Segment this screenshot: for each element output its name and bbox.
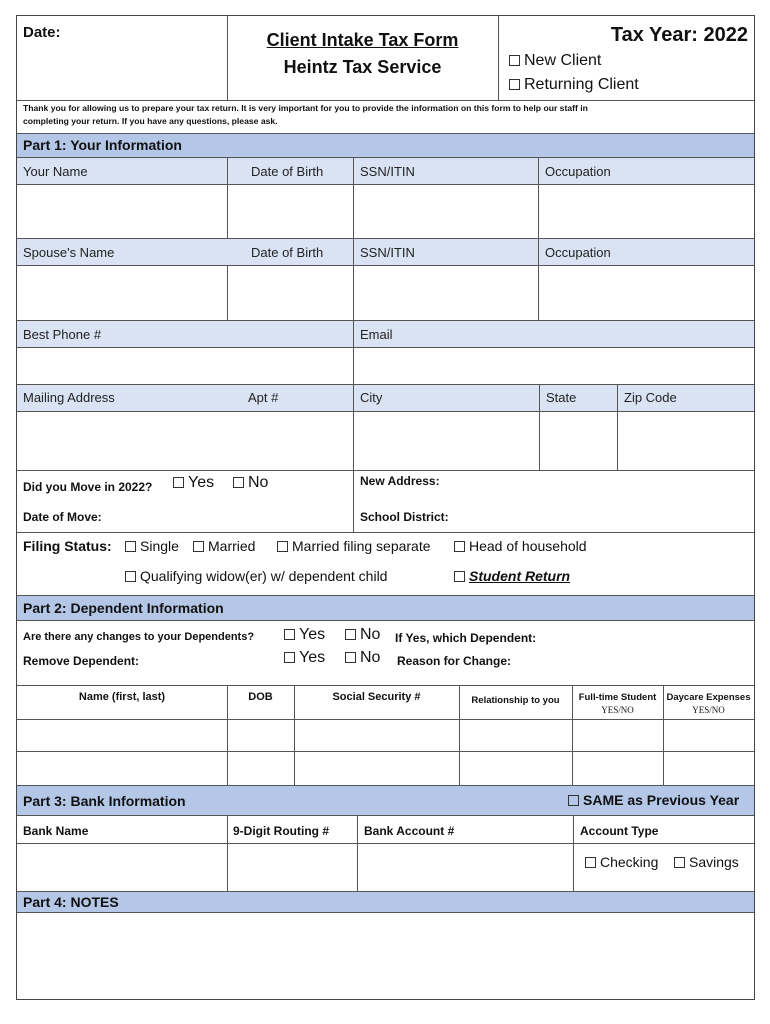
state-input[interactable] [540,412,617,469]
ssn-label: SSN/ITIN [360,164,415,179]
remove-no-label: No [360,649,381,666]
fs-qw-label: Qualifying widow(er) w/ dependent child [140,568,388,584]
returning-client-option[interactable] [509,76,639,94]
savings-label: Savings [689,854,739,870]
col-ssn: Social Security # [332,691,421,703]
moved-no-label: No [248,474,269,491]
moved-no-checkbox[interactable] [233,477,244,488]
intro-line-1: Thank you for allowing us to prepare your tax return. It is very important for you to provide the information on this form to help our staff in [23,103,588,113]
remove-yes-label: Yes [299,649,326,666]
fs-hoh-checkbox[interactable] [454,541,465,552]
dep-change-no-checkbox[interactable] [345,629,356,640]
phone-input[interactable] [17,348,353,383]
col-name: Name (first, last) [78,691,166,703]
remove-no-option[interactable] [345,649,380,667]
fs-single-label: Single [140,538,179,554]
table-row[interactable] [17,720,754,751]
fs-mfs-option[interactable] [277,538,431,554]
fs-student-checkbox[interactable] [454,571,465,582]
form-title: Client Intake Tax Form [266,30,459,50]
bank-name-label: Bank Name [23,824,89,838]
checking-option[interactable] [585,854,658,870]
tax-year: Tax Year: 2022 [610,24,748,46]
your-name-input[interactable] [17,185,227,238]
mailing-address-label: Mailing Address [23,390,115,405]
fs-mfs-checkbox[interactable] [277,541,288,552]
checking-checkbox[interactable] [585,857,596,868]
city-input[interactable] [354,412,539,469]
routing-input[interactable] [228,844,357,890]
spouse-ssn-input[interactable] [354,266,538,319]
which-dependent-label: If Yes, which Dependent: [395,631,537,645]
table-row[interactable] [17,752,754,785]
part1-title: Part 1: Your Information [23,137,182,153]
dependents-changes-question: Are there any changes to your Dependents? [23,631,255,643]
fs-hoh-label: Head of household [469,538,587,554]
remove-yes-option[interactable] [284,649,325,667]
moved-no-option[interactable] [233,474,268,492]
fs-mfs-label: Married filing separate [292,538,431,554]
state-label: State [546,390,577,405]
col-daycare-yesno: YES/NO [692,705,725,715]
col-relationship [459,690,572,708]
col-fulltime-student [572,690,663,716]
part2-title: Part 2: Dependent Information [23,600,224,616]
mailing-address-input[interactable] [17,412,353,469]
fs-single-checkbox[interactable] [125,541,136,552]
col-dob: DOB [248,691,273,703]
phone-label: Best Phone # [23,327,102,342]
spouse-name-input[interactable] [17,266,227,319]
email-input[interactable] [354,348,754,383]
same-as-previous-label: SAME as Previous Year [583,792,740,808]
dep-change-yes-option[interactable] [284,626,325,644]
dep-change-yes-label: Yes [299,626,326,643]
your-dob-input[interactable] [228,185,353,238]
remove-dependent-label: Remove Dependent: [23,654,140,668]
new-client-checkbox[interactable] [509,55,520,66]
returning-client-checkbox[interactable] [509,79,520,90]
reason-for-change-label: Reason for Change: [397,654,512,668]
col-relationship-label: Relationship to you [471,695,560,706]
spouse-name-label: Spouse's Name [23,245,115,260]
fs-married-option[interactable] [193,538,255,554]
dep-change-no-label: No [360,626,381,643]
savings-option[interactable] [674,854,739,870]
same-as-previous-checkbox[interactable] [568,795,579,806]
notes-area[interactable] [17,913,754,999]
fs-student-label: Student Return [469,568,571,584]
apt-label: Apt # [248,390,279,405]
new-address-label: New Address: [360,474,440,488]
same-as-previous-option[interactable] [568,792,739,808]
remove-yes-checkbox[interactable] [284,652,295,663]
col-fulltime-yesno: YES/NO [601,705,634,715]
routing-label: 9-Digit Routing # [233,824,329,838]
fs-qw-checkbox[interactable] [125,571,136,582]
company-name: Heintz Tax Service [283,57,442,77]
account-input[interactable] [358,844,573,890]
email-label: Email [360,327,393,342]
savings-checkbox[interactable] [674,857,685,868]
your-ssn-input[interactable] [354,185,538,238]
moved-yes-option[interactable] [173,474,214,492]
your-occupation-input[interactable] [539,185,754,238]
new-client-option[interactable] [509,52,601,70]
spouse-ssn-label: SSN/ITIN [360,245,415,260]
spouse-occupation-input[interactable] [539,266,754,319]
city-label: City [360,390,383,405]
moved-yes-checkbox[interactable] [173,477,184,488]
bank-name-input[interactable] [17,844,227,890]
col-daycare [663,690,754,716]
account-type-label: Account Type [580,824,659,838]
your-name-label: Your Name [23,164,88,179]
col-fulltime-label: Full-time Student [578,692,657,703]
fs-hoh-option[interactable] [454,538,587,554]
fs-student-option[interactable] [454,568,570,584]
filing-status-label: Filing Status: [23,538,112,554]
zip-label: Zip Code [624,390,677,405]
part4-title: Part 4: NOTES [23,894,119,910]
account-label: Bank Account # [364,824,455,838]
checking-label: Checking [600,854,659,870]
intro-line-2: completing your return. If you have any questions, please ask. [23,116,278,126]
spouse-dob-label: Date of Birth [251,245,324,260]
moved-question: Did you Move in 2022? [23,480,153,494]
fs-single-option[interactable] [125,538,179,554]
occupation-label: Occupation [545,164,611,179]
date-label: Date: [23,24,61,41]
fs-qw-option[interactable] [125,568,387,584]
part4-header [17,892,754,912]
returning-client-label: Returning Client [524,76,639,93]
new-client-label: New Client [524,52,602,69]
moved-yes-label: Yes [188,474,215,491]
fs-married-checkbox[interactable] [193,541,204,552]
intake-form [16,15,755,1000]
zip-input[interactable] [618,412,754,469]
school-district-label: School District: [360,510,449,524]
part3-title: Part 3: Bank Information [23,793,186,809]
dep-change-yes-checkbox[interactable] [284,629,295,640]
dob-label: Date of Birth [251,164,324,179]
fs-married-label: Married [208,538,256,554]
spouse-dob-input[interactable] [228,266,353,319]
col-daycare-label: Daycare Expenses [666,692,751,703]
remove-no-checkbox[interactable] [345,652,356,663]
date-of-move-label: Date of Move: [23,510,102,524]
spouse-occupation-label: Occupation [545,245,611,260]
dep-change-no-option[interactable] [345,626,380,644]
